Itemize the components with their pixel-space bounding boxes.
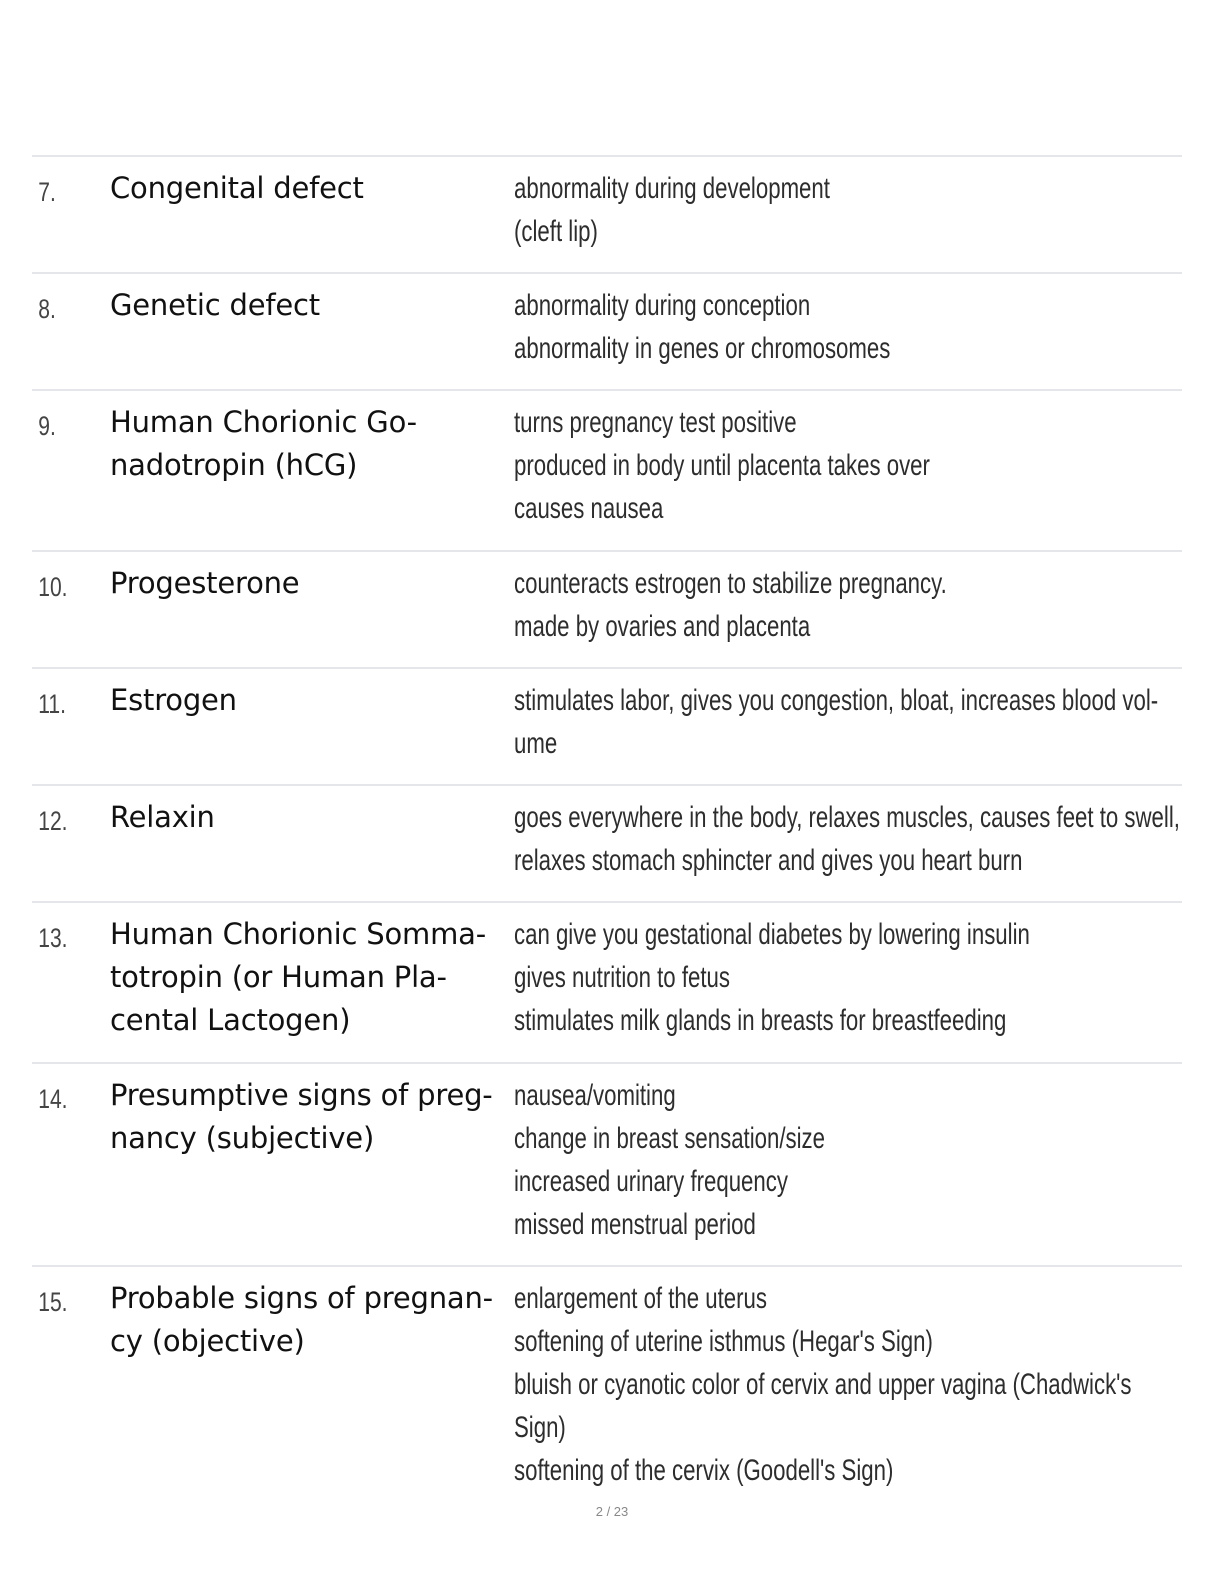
term: Congenital defect xyxy=(110,171,364,205)
table-row xyxy=(32,1062,1182,1265)
term: Genetic defect xyxy=(110,288,320,322)
definition: abnormality during development (cleft lip) xyxy=(514,172,830,248)
definition: abnormality during conception abnormality in genes or chromosomes xyxy=(514,289,891,365)
table-row xyxy=(32,155,1182,272)
definition: can give you gestational diabetes by lowering insulin gives nutrition to fetus stimulates milk glands in breasts for breastfeeding xyxy=(514,918,1030,1037)
definition: goes everywhere in the body, relaxes muscles, causes feet to swell, relaxes stomach sphincter and gives you heart burn xyxy=(514,801,1180,877)
definition: stimulates labor, gives you congestion, bloat, increases blood vol- ume xyxy=(514,684,1159,760)
row-number: 14. xyxy=(38,1084,68,1114)
term: Progesterone xyxy=(110,566,300,600)
row-number: 8. xyxy=(38,294,56,324)
row-number: 11. xyxy=(38,689,66,719)
table-row xyxy=(32,550,1182,667)
definition: counteracts estrogen to stabilize pregnancy. made by ovaries and placenta xyxy=(514,567,947,643)
definition: nausea/vomiting change in breast sensation/size increased urinary frequency missed menstrual period xyxy=(514,1079,825,1241)
flashcard-table xyxy=(32,155,1182,1505)
table-row xyxy=(32,784,1182,901)
row-number: 13. xyxy=(38,923,68,953)
table-row xyxy=(32,389,1182,550)
row-number: 15. xyxy=(38,1287,68,1317)
term: Presumptive signs of preg- nancy (subjective) xyxy=(110,1078,493,1155)
row-number: 12. xyxy=(38,806,68,836)
table-row xyxy=(32,667,1182,784)
term: Probable signs of pregnan- cy (objective) xyxy=(110,1281,493,1358)
row-number: 9. xyxy=(38,411,56,441)
page-number: 2 / 23 xyxy=(595,1504,629,1519)
definition: turns pregnancy test positive produced in body until placenta takes over causes nausea xyxy=(514,406,930,525)
table-row xyxy=(32,272,1182,389)
table-row xyxy=(32,901,1182,1062)
term: Relaxin xyxy=(110,800,215,834)
term: Estrogen xyxy=(110,683,237,717)
row-number: 7. xyxy=(38,177,56,207)
definition: enlargement of the uterus softening of uterine isthmus (Hegar's Sign) bluish or cyanotic color of cervix and upper vagina (Chadwick's Sign) softening of the cervix (Goodell's Sign) xyxy=(514,1282,1132,1487)
table-row xyxy=(32,1265,1182,1505)
term: Human Chorionic Go- nadotropin (hCG) xyxy=(110,405,417,482)
row-number: 10. xyxy=(38,572,68,602)
term: Human Chorionic Somma- totropin (or Human Pla- cental Lactogen) xyxy=(110,917,486,1037)
